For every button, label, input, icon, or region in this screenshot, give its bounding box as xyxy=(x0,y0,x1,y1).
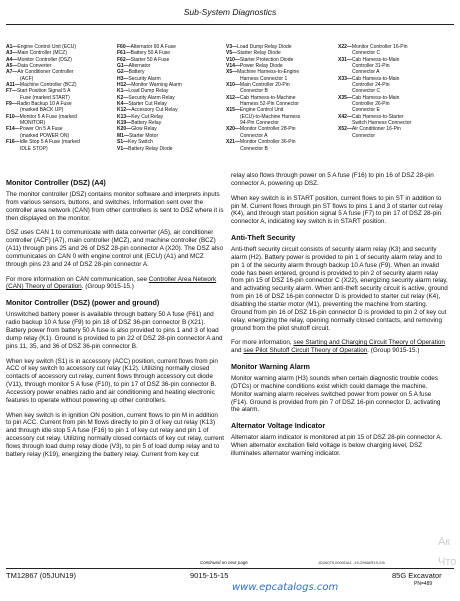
legend-code: F60— xyxy=(117,44,131,50)
legend-code: F62— xyxy=(117,56,131,63)
legend-code: F9— xyxy=(6,101,17,108)
legend-text: Main Controller 20-Pin xyxy=(239,82,290,89)
legend-code: K4— xyxy=(117,101,129,108)
legend-column-3 xyxy=(226,44,300,152)
legend-text: Connector C xyxy=(352,88,381,95)
legend-code: H12— xyxy=(117,82,132,89)
legend-code: K2— xyxy=(117,94,129,101)
legend-code: F16— xyxy=(6,139,20,146)
legend-text: Glow Relay xyxy=(131,126,157,133)
legend-text: Radio Backup 10 A Fuse xyxy=(16,101,72,108)
section-title: Monitor Warning Alarm xyxy=(231,362,310,372)
legend-text: (ACF) xyxy=(20,75,34,82)
footer-page-number: 9015-15-15 xyxy=(190,571,229,580)
paragraph-text: For more information on CAN communication, see xyxy=(6,275,149,283)
footer-pn: PN=489 xyxy=(414,581,433,587)
legend-code: V5— xyxy=(226,50,238,57)
legend-text: Connector xyxy=(352,132,376,139)
legend-text: Connector A xyxy=(240,132,268,139)
legend-text: Alternator 60 A Fuse xyxy=(130,44,176,50)
legend-text: Security Alarm xyxy=(128,75,161,82)
body-paragraph: When key switch is in START position, current flows to pin ST in addition to pin M. Current flows through pin ST flows to pins 1 and 3 of starter cut relay (K4), and through start position signal 5 A fuse (F7) to pin 17 of DSZ 28-pin connector A, indicating key switch is in START position. xyxy=(231,194,443,226)
legend-text: Connector C xyxy=(352,50,381,57)
legend-text: Cab Harness-to-Main xyxy=(351,75,400,82)
legend-text: Power Relay Diode xyxy=(239,63,283,70)
legend-text: Machine Controller (BCZ) xyxy=(19,82,77,89)
legend-text: Battery 50 A Fuse xyxy=(130,50,171,57)
legend-code: S1— xyxy=(117,139,129,146)
legend-text: Accessory Cut Relay xyxy=(131,107,178,114)
legend-text: Starter Relay Diode xyxy=(237,50,281,57)
legend-code: X33— xyxy=(338,75,352,82)
legend-code: V10— xyxy=(226,56,240,63)
legend-code: V14— xyxy=(226,63,240,70)
legend-code: X5— xyxy=(226,69,238,76)
legend-text: Data Converter xyxy=(17,63,52,70)
cross-reference-link[interactable]: Controller Area Network (CAN) Theory of Operation xyxy=(6,275,217,291)
legend-text: (ECU)-to-Machine Harness xyxy=(240,113,301,120)
legend-code: X15— xyxy=(226,107,240,114)
legend-text: Connector E xyxy=(352,107,380,114)
legend-code: X42— xyxy=(338,113,352,120)
legend-text: Starter 50 A Fuse xyxy=(130,56,170,63)
paragraph-text: . (Group 9015-15.) xyxy=(81,283,134,291)
body-paragraph: relay also flows through power on 5 A fuse (F16) to pin 16 of DSZ 28-pin connector A, powering up DSZ. xyxy=(231,172,434,187)
paragraph-text: and xyxy=(231,347,244,355)
legend-text: Cab Harness-to-Starter xyxy=(351,113,404,120)
legend-code: A1— xyxy=(6,44,18,50)
legend-text: Main Controller (MCZ) xyxy=(17,50,67,57)
legend-code: X12— xyxy=(226,94,240,101)
left-text-column xyxy=(6,172,224,466)
side-ghost-text-2: Что xyxy=(438,556,457,568)
legend-text: Monitor Controller 28-Pin xyxy=(239,126,296,133)
legend-code: V3— xyxy=(226,44,238,50)
body-paragraph: Unswitched battery power is available through battery 50 A fuse (F61) and radio backup 10 A fuse (F9) to pin 18 of DSZ 36-pin connector B (X21). Battery power from battery 50 A fuse is also provided to pins 1 and 3 of load dump relay (K1). Ground is provided to pin 22 of DSZ 28-pin connector A and pins 11, 35, and 36 of DSZ 36-pin connector B. xyxy=(6,311,223,350)
legend-code: X20— xyxy=(226,126,240,133)
legend-code: X22— xyxy=(338,44,352,50)
legend-code: X31— xyxy=(338,56,352,63)
legend-text: Load Dump Relay xyxy=(128,88,169,95)
legend-text: Machine Harness-to-Engine xyxy=(237,69,300,76)
legend-code: A4— xyxy=(6,56,18,63)
legend-entry xyxy=(6,146,80,152)
legend-text: MONITOR) xyxy=(20,120,46,127)
continued-note: Continued on next page xyxy=(200,560,248,565)
legend-text: Starter Protection Diode xyxy=(239,56,294,63)
legend-code: X52— xyxy=(338,126,352,133)
legend-code: M1— xyxy=(117,132,129,139)
section-title: Alternator Voltage Indicator xyxy=(231,421,326,431)
legend-code: K1— xyxy=(117,88,129,95)
legend-code: F61— xyxy=(117,50,131,57)
legend-code: G2— xyxy=(117,69,129,76)
legend-code: K20— xyxy=(117,126,132,133)
legend-code: A11— xyxy=(6,82,20,89)
legend-text: Engine Control Unit xyxy=(239,107,284,114)
legend-text: Monitor 5 A Fuse (marked xyxy=(19,113,77,120)
legend-text: Controller 31-Pin xyxy=(352,63,390,70)
legend-text: Harness Connector 1 xyxy=(240,75,288,82)
legend-text: Connector B xyxy=(240,145,268,152)
legend-code: G1— xyxy=(117,63,129,70)
legend-text: Switch Harness Connector xyxy=(352,120,412,127)
legend-column-1 xyxy=(6,44,80,152)
document-code: JD26079,0000DA1 -19-29MAR19-2/6 xyxy=(318,560,385,565)
legend-text: Air Conditioner 16-Pin xyxy=(351,126,401,133)
legend-text: Key Switch xyxy=(128,139,153,146)
section-title: Monitor Controller (DSZ) (power and ground) xyxy=(6,298,160,308)
legend-text: Connector B xyxy=(240,88,268,95)
cross-reference-link[interactable]: see Starting and Charging Circuit Theory of Operation xyxy=(293,339,445,347)
legend-code: K13— xyxy=(117,113,132,120)
paragraph-text: For more information, xyxy=(231,339,294,347)
footer-manual-number: TM12867 (05JUN19) xyxy=(6,571,77,580)
legend-text: Engine Control Unit (ECU) xyxy=(17,44,77,50)
legend-code: F10— xyxy=(6,113,20,120)
header-rule xyxy=(6,24,454,25)
right-text-column xyxy=(231,172,449,465)
legend-text: Starter Cut Relay xyxy=(128,101,167,108)
body-paragraph: DSZ uses CAN 1 to communicate with data converter (A5), air conditioner controller (ACF) (A7), main controller (MCZ), and machine controller (BCZ) (A11) through pins 25 and 26 of DSZ 28-pin connector A (X20). The DSZ also communicates on CAN 0 with engine control unit (ECU) (A1) and MCZ through pins 23 and 24 of DSZ 28-pin connector A. xyxy=(6,229,223,268)
section-title: Monitor Controller (DSZ) (A4) xyxy=(6,178,106,187)
legend-text: Connector A xyxy=(352,69,380,76)
footer-rule xyxy=(6,568,454,569)
body-paragraph: When key switch (S1) is in accessory (ACC) position, current flows from pin ACC of key switch to accessory cut relay (K12). Utilizing normally closed contacts of accessory cut relay, current flows through accessory cut diode (V11), through monitor 5 A fuse (F10), to pin 17 of DSZ 36-pin connector B. Accessory power enables radio and air conditioning and heating electronic features to operate without powering up other controllers. xyxy=(6,357,218,404)
section-title: Anti-Theft Security xyxy=(231,233,296,243)
legend-column-4 xyxy=(338,44,411,139)
legend-code: V1— xyxy=(117,145,129,152)
legend-code: F7— xyxy=(6,88,17,95)
legend-column-2 xyxy=(117,44,182,152)
legend-code: F14— xyxy=(6,126,20,133)
body-paragraph-with-link xyxy=(6,276,224,292)
legend-text: Security Alarm Relay xyxy=(128,94,175,101)
legend-text: (marked BACK UP) xyxy=(20,107,64,114)
legend-code: X10— xyxy=(226,82,240,89)
body-paragraph: Anti-theft security circuit consists of security alarm relay (K3) and security alarm (H2). Battery power is provided to pin 1 of security alarm relay and to pin 1 of the security alarm through backup 10 A fuse (F9). When an invalid code has been entered, ground is provided to pin 2 of security alarm relay from pin 15 of DSZ 16-pin connector C (X22), energizing security alarm relay, and activating security alarm. When anti-theft security circuit is active, ground from pin 16 of DSZ 16-pin connector D is provided to starter cut relay (K4), disabling the starter motor (M1), preventing the machine from starting. Ground from pin 16 of DSZ 16-pin connector D is provided to pin 2 of key cut relay, energizing the relay, opening normally closed contacts, and removing ground from the pilot shutoff circuit. xyxy=(231,246,448,332)
legend-code: X35— xyxy=(338,94,352,101)
legend-code: A5— xyxy=(6,63,18,70)
legend-code: A7— xyxy=(6,69,18,76)
legend-text: Monitor Warning Alarm xyxy=(131,82,182,89)
legend-text: Idle Stop 5 A Fuse (marked xyxy=(19,139,80,146)
paragraph-text: . (Group 9015-15.) xyxy=(367,347,420,355)
legend-text: Cab Harness-to-Machine xyxy=(239,94,296,101)
legend-text: Battery Relay Diode xyxy=(128,145,173,152)
body-paragraph: The monitor controller (DSZ) contains monitor software and interprets inputs from various sensors, buttons, and switches. Information sent over the controller area network (CAN) from other controllers is sent to DSZ where it is then displayed on the monitor. xyxy=(6,191,224,222)
legend-text: Monitor Controller 36-Pin xyxy=(239,139,296,146)
legend-text: Load Dump Relay Diode xyxy=(237,44,292,50)
legend-text: IDLE STOP) xyxy=(20,145,48,152)
legend-text: Fuse (marked START) xyxy=(20,94,70,101)
side-ghost-text-1: Ак xyxy=(438,536,451,548)
cross-reference-link[interactable]: see Pilot Shutoff Circuit Theory of Operation xyxy=(243,347,368,355)
legend-text: Cab Harness-to-Main xyxy=(351,56,400,63)
legend-text: Controller 26-Pin xyxy=(352,101,390,108)
legend-text: Battery xyxy=(128,69,145,76)
legend-code: K12— xyxy=(117,107,132,114)
legend-text: Cab Harness-to-Main xyxy=(351,94,400,101)
legend-entry xyxy=(226,146,300,152)
legend-entry xyxy=(338,133,411,139)
legend-text: Air Conditioner Controller xyxy=(17,69,74,76)
legend-text: Starter Motor xyxy=(128,132,159,139)
body-paragraph: Monitor warning alarm (H3) sounds when certain diagnostic trouble codes (DTCs) or machine conditions exist which could damage the machine. Monitor warning alarm receives switched power from power on 5 A fuse (F14). Ground is provided from pin 7 of DSZ 16-pin connector D, activating the alarm. xyxy=(231,375,441,414)
legend-text: Key Cut Relay xyxy=(131,113,164,120)
legend-code: A3— xyxy=(6,50,18,57)
legend-text: Monitor Controller (DSZ) xyxy=(17,56,72,63)
legend-code: H3— xyxy=(117,75,129,82)
legend-entry xyxy=(117,146,182,152)
site-watermark: www.epcatalogs.com xyxy=(232,582,339,593)
legend-text: Monitor Controller 16-Pin xyxy=(351,44,408,50)
body-paragraph: Alternator alarm indicator is monitored at pin 15 of DSZ 28-pin connector A. When alternator excitation field voltage is below charging level, DSZ illuminates alternator warning indicator. xyxy=(231,434,443,457)
footer-model: 85G Excavator xyxy=(392,571,442,580)
legend-text: Alternator xyxy=(128,63,151,70)
page-header-title: Sub-System Diagnostics xyxy=(183,7,277,17)
legend-text: Start Position Signal 5 A xyxy=(16,88,71,95)
body-paragraph-with-link xyxy=(231,339,449,355)
legend-text: Harness 52-Pin Connector xyxy=(240,101,299,108)
legend-text: Power On 5 A Fuse xyxy=(19,126,63,133)
legend-text: 94-Pin Connector xyxy=(240,120,279,127)
legend-text: Controller 24-Pin xyxy=(352,82,390,89)
legend-code: X21— xyxy=(226,139,240,146)
legend-text: Battery Relay xyxy=(131,120,162,127)
legend-code: K19— xyxy=(117,120,132,127)
body-paragraph: When key switch is in ignition ON position, current flows to pin M in addition to pin ACC. Current from pin M flows directly to pin 3 of key cut relay (K13) and through idle stop 5 A fuse (F16) to pin 1 of key cut relay and pin 1 of accessory cut relay. Utilizing normally closed contacts of key cut relay, current flows through load dump relay diode (V3), to pin 5 of load dump relay and to battery relay (K19), energizing the battery relay. Current from key cut xyxy=(6,411,225,458)
legend-text: (marked POWER ON) xyxy=(20,132,70,139)
legend-entry xyxy=(6,69,80,75)
